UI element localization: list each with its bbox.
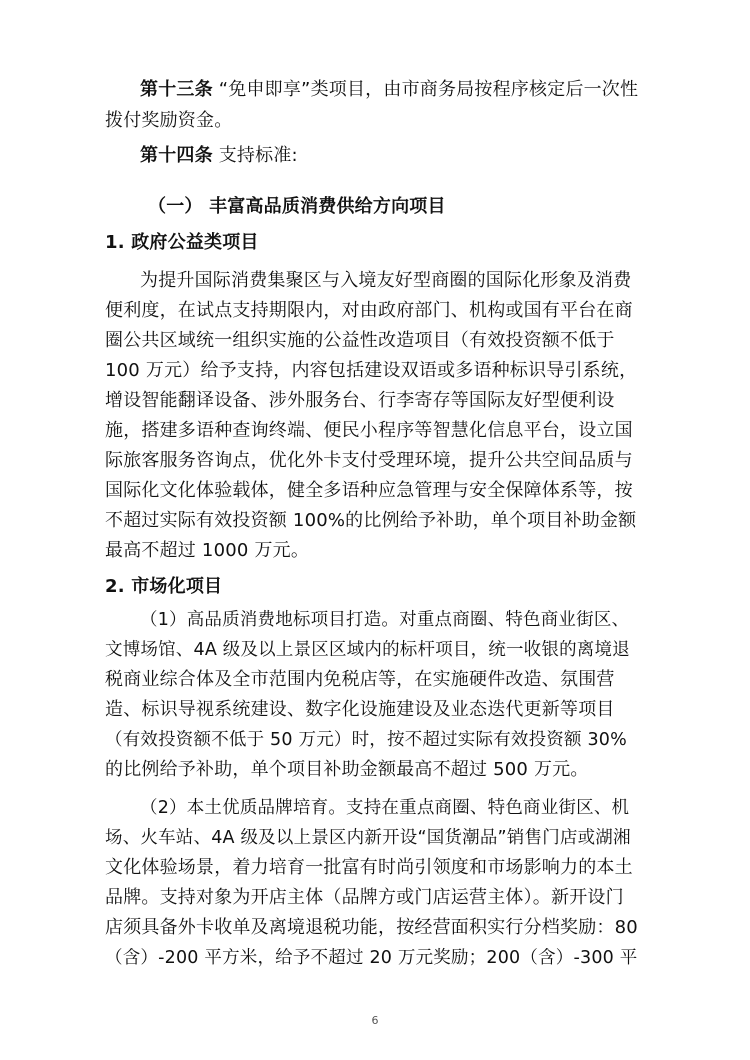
item1-paragraph-line: 际旅客服务咨询点，优化外卡支付受理环境，提升公共空间品质与 [105,450,633,471]
item1-title: 1. 政府公益类项目 [105,232,259,253]
item2-sub1-line: 造、标识导视系统建设、数字化设施建设及业态迭代更新等项目 [105,699,615,720]
article13-text: “免申即享”类项目，由市商务局按程序核定后一次性 [212,79,639,100]
item1-paragraph-line: 不超过实际有效投资额 100%的比例给予补助，单个项目补助金额 [105,510,637,531]
article14-heading: 第十四条 [140,145,213,166]
item2-sub1-line: （1）高品质消费地标项目打造。对重点商圈、特色商业街区、 [140,610,630,630]
section1-title: （一） 丰富高品质消费供给方向项目 [148,196,446,217]
item1-paragraph-line: 国际化文化体验载体，健全多语种应急管理与安全保障体系等，按 [105,480,633,501]
item2-sub1-line: 税商业综合体及全市范围内免税店等，在实施硬件改造、氛围营 [105,669,615,690]
item1-paragraph-line: 圈公共区域统一组织实施的公益性改造项目（有效投资额不低于 [105,330,615,351]
item1-paragraph-line: 最高不超过 1000 万元。 [105,540,310,561]
item2-title: 2. 市场化项目 [105,576,223,597]
item2-sub2-line: （含）-200 平方米，给予不超过 20 万元奖励；200（含）-300 平 [105,948,638,968]
item1-paragraph-line: 为提升国际消费集聚区与入境友好型商圈的国际化形象及消费 [140,270,632,291]
item1-paragraph-line: 100 万元）给予支持，内容包括建设双语或多语种标识导引系统， [105,360,638,381]
article13-heading: 第十三条 [140,79,213,100]
item2-sub1-line: 文博场馆、4A 级及以上景区区域内的标杆项目，统一收银的离境退 [105,640,630,660]
item2-sub2-line: 场、火车站、4A 级及以上景区内新开设“国货潮品”销售门店或湖湘 [105,828,631,848]
item2-sub2-line: 文化体验场景，着力培育一批富有时尚引领度和市场影响力的本土 [105,857,633,878]
item1-paragraph-line: 增设智能翻译设备、涉外服务台、行李寄存等国际友好型便利设 [105,390,615,411]
article14-text: 支持标准: [212,145,298,166]
item2-sub1-line: 的比例给予补助，单个项目补助金额最高不超过 500 万元。 [105,759,589,780]
item2-sub2-line: 店须具备外卡收单及离境退税功能，按经营面积实行分档奖励：80 [105,917,638,938]
item1-paragraph-line: 施，搭建多语种查询终端、便民小程序等智慧化信息平台，设立国 [105,420,633,441]
article14-line [140,144,298,168]
item1-paragraph-line: 便利度，在试点支持期限内，对由政府部门、机构或国有平台在商 [105,300,633,321]
item2-sub2-line: （2）本土优质品牌培育。支持在重点商圈、特色商业街区、机 [140,798,630,818]
item2-sub2-line: 品牌。支持对象为开店主体（品牌方或门店运营主体）。新开设门 [105,887,624,908]
page-number: 6 [371,1014,379,1027]
article13-line1 [140,78,638,102]
article13-line2: 拨付奖励资金。 [105,110,233,131]
item2-sub1-line: （有效投资额不低于 50 万元）时，按不超过实际有效投资额 30% [105,730,627,750]
